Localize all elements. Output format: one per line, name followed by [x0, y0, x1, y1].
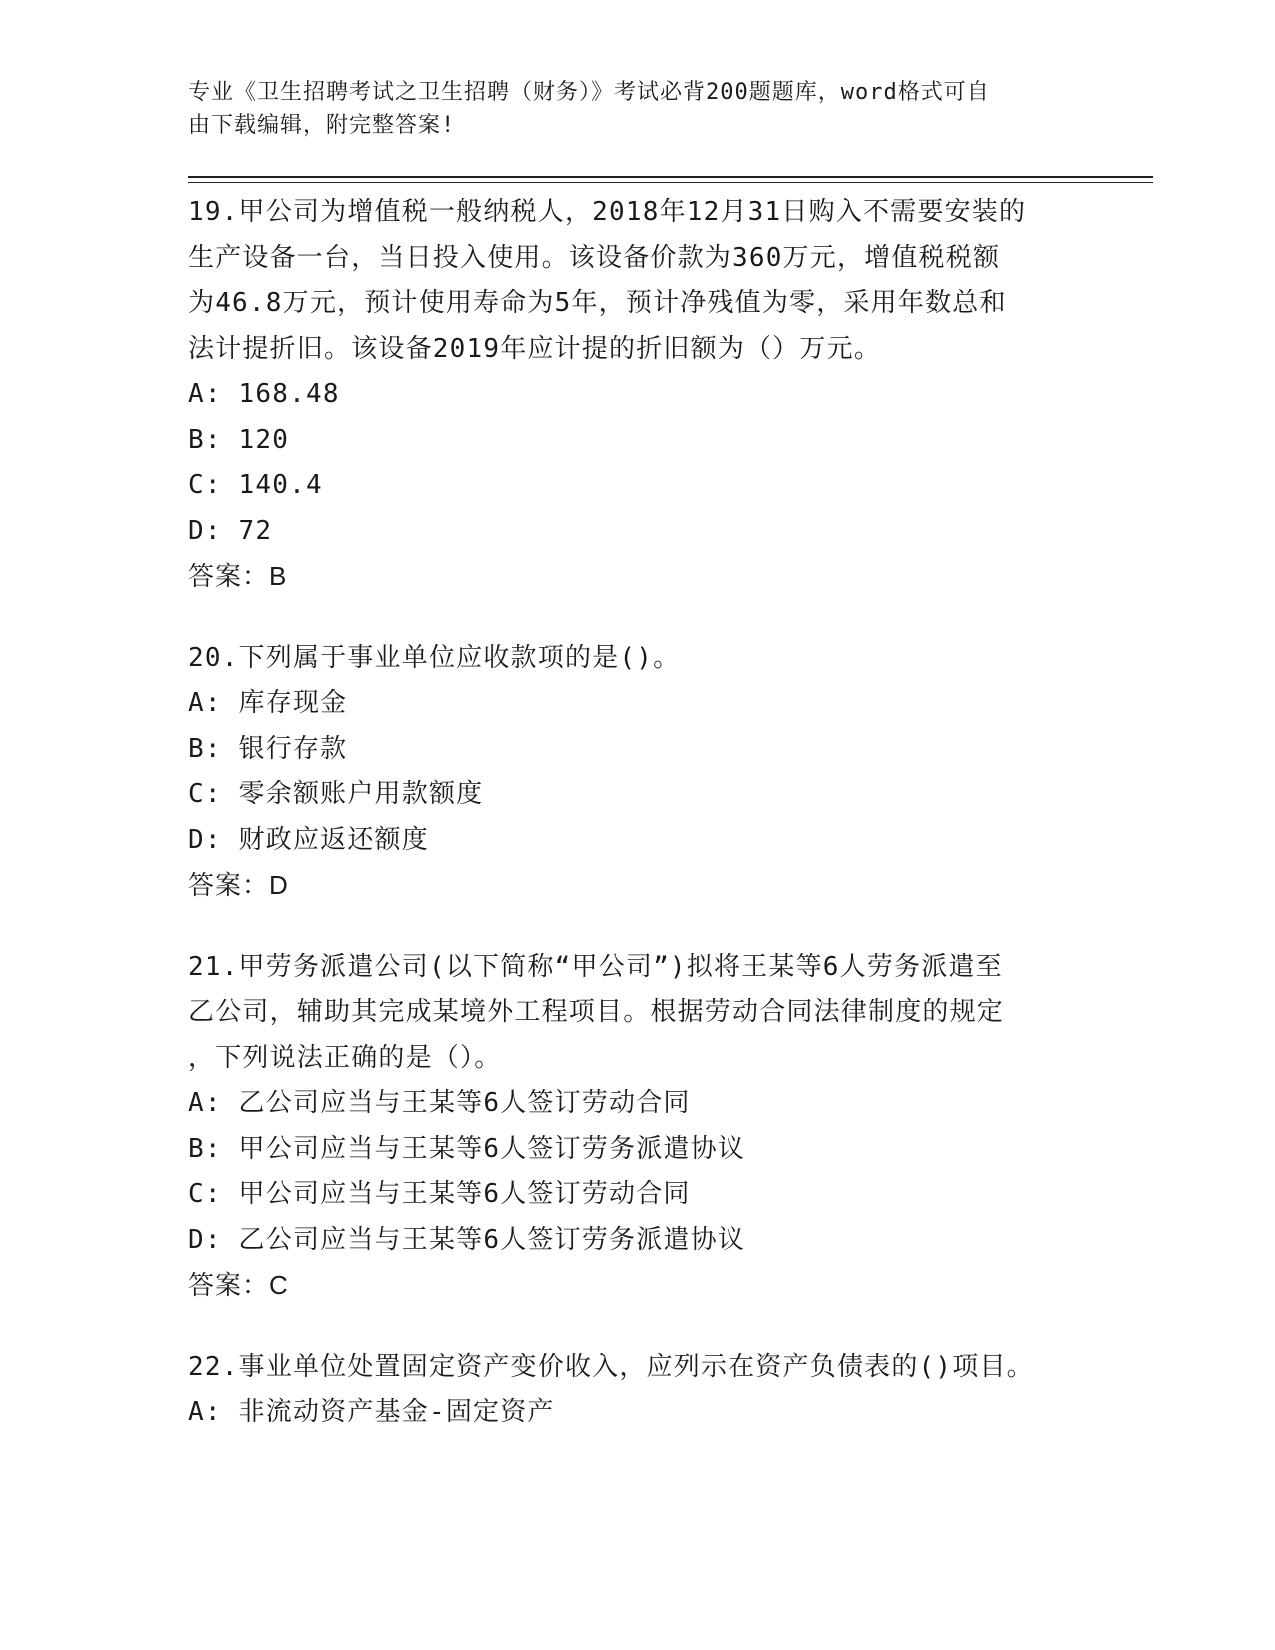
- stem-line: 乙公司，辅助其完成某境外工程项目。根据劳动合同法律制度的规定: [188, 997, 1005, 1027]
- question-stem: [188, 190, 1088, 372]
- stem-line: 19.甲公司为增值税一般纳税人，2018年12月31日购入不需要安装的: [188, 197, 1027, 227]
- header-line-2: 由下载编辑，附完整答案!: [188, 113, 456, 138]
- option-c: C: 140.4: [188, 470, 323, 500]
- question-19: [188, 190, 1088, 600]
- option-d: D: 72: [188, 515, 273, 546]
- header-rule-thin: [188, 182, 1153, 183]
- question-22: [188, 1345, 1088, 1436]
- option-a: A: 168.48: [188, 379, 340, 409]
- stem-line: 生产设备一台，当日投入使用。该设备价款为360万元，增值税税额: [188, 242, 1001, 273]
- answer-label: 答案：B: [188, 561, 288, 591]
- question-stem: [188, 636, 1088, 682]
- option-b: B: 120: [188, 424, 290, 455]
- option-d: D: 财政应返还额度: [188, 824, 429, 855]
- header-rule-thick: [188, 176, 1153, 178]
- stem-line: 20.下列属于事业单位应收款项的是()。: [188, 642, 681, 673]
- option-c: C: 零余额账户用款额度: [188, 779, 484, 809]
- option-b: B: 银行存款: [188, 733, 348, 764]
- question-list: [188, 190, 1088, 1472]
- stem-line: 法计提折旧。该设备2019年应计提的折旧额为（）万元。: [188, 333, 882, 364]
- header-line-1: 专业《卫生招聘考试之卫生招聘（财务）》考试必背200题题库，word格式可自: [188, 80, 990, 105]
- option-c: C: 甲公司应当与王某等6人签订劳动合同: [188, 1179, 691, 1209]
- document-header: [188, 76, 1068, 142]
- stem-line: ，下列说法正确的是（）。: [188, 1042, 502, 1073]
- option-a: A: 库存现金: [188, 688, 348, 718]
- stem-line: 22.事业单位处置固定资产变价收入，应列示在资产负债表的()项目。: [188, 1351, 1034, 1382]
- option-a: A: 非流动资产基金-固定资产: [188, 1397, 555, 1427]
- question-20: [188, 636, 1088, 909]
- question-stem: [188, 945, 1088, 1082]
- answer-label: 答案：C: [188, 1270, 289, 1300]
- question-21: [188, 945, 1088, 1309]
- stem-line: 为46.8万元，预计使用寿命为5年，预计净残值为零，采用年数总和: [188, 288, 1007, 318]
- option-a: A: 乙公司应当与王某等6人签订劳动合同: [188, 1088, 691, 1118]
- option-d: D: 乙公司应当与王某等6人签订劳务派遣协议: [188, 1224, 746, 1255]
- answer-label: 答案：D: [188, 870, 289, 900]
- option-b: B: 甲公司应当与王某等6人签订劳务派遣协议: [188, 1133, 746, 1164]
- question-stem: [188, 1345, 1088, 1391]
- stem-line: 21.甲劳务派遣公司(以下简称“甲公司”)拟将王某等6人劳务派遣至: [188, 951, 1003, 982]
